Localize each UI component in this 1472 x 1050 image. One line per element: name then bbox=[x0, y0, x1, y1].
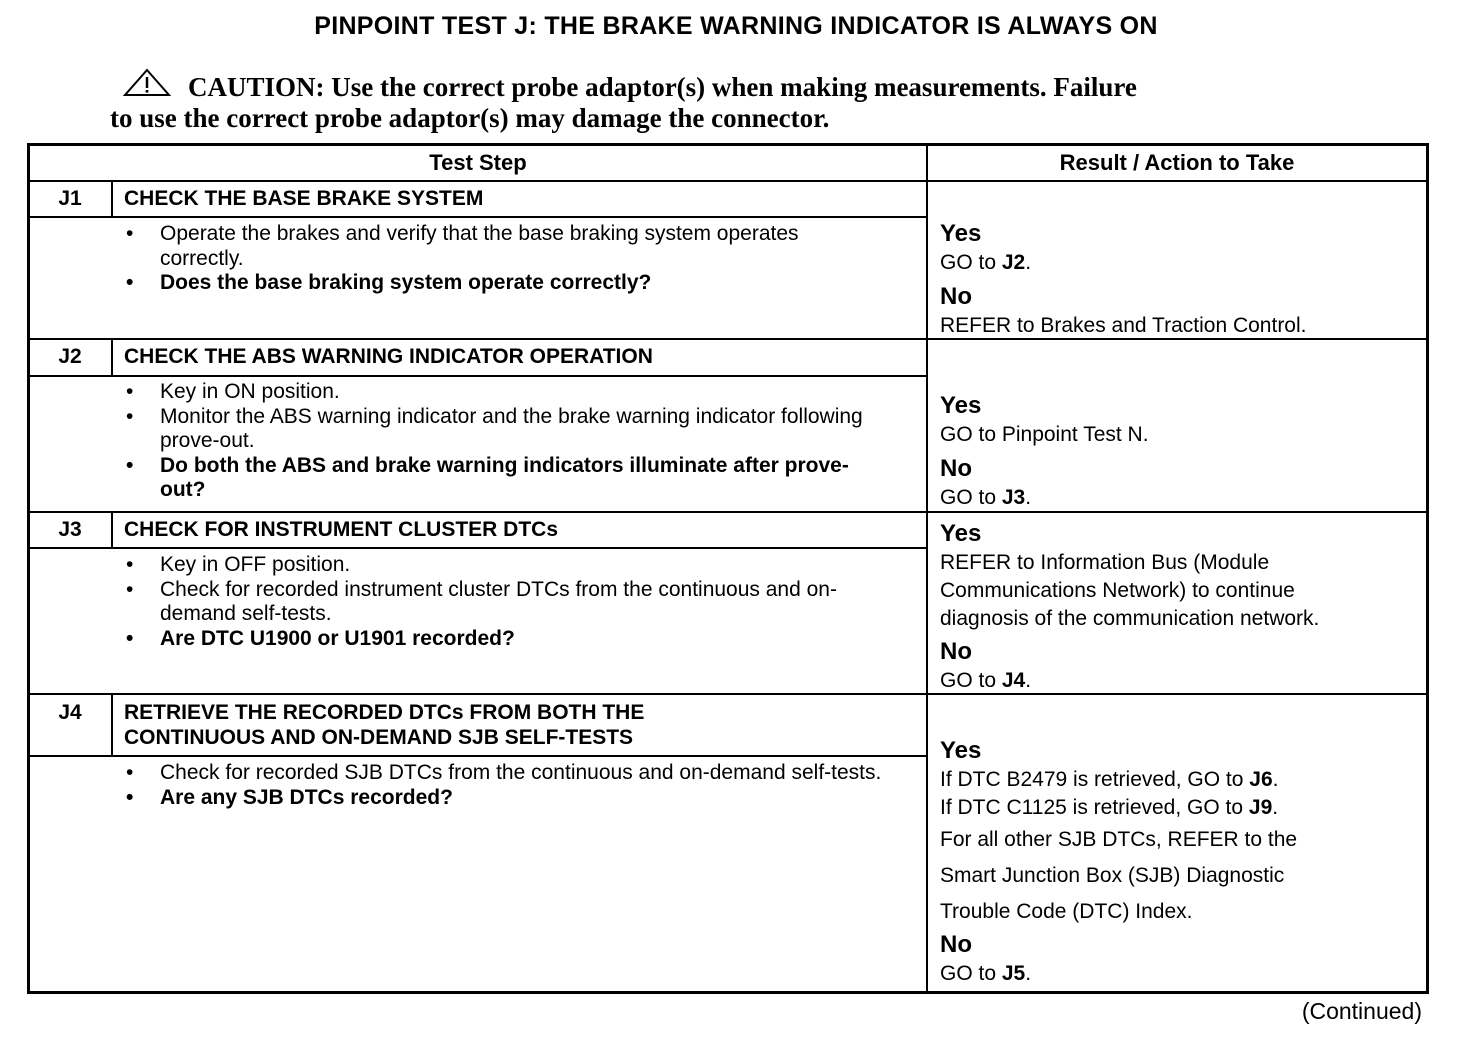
id-divider bbox=[111, 339, 113, 376]
step-title: CHECK THE BASE BRAKE SYSTEM bbox=[124, 187, 484, 210]
step-id: J2 bbox=[58, 345, 82, 368]
list-item: • Do both the ABS and brake warning indicators illuminate after prove-out? bbox=[124, 454, 884, 503]
title-rule bbox=[30, 755, 927, 757]
continued-note: (Continued) bbox=[1301, 998, 1422, 1024]
caution-line-1: CAUTION: Use the correct probe adaptor(s) when making measurements. Failure bbox=[188, 72, 1137, 102]
step-title: CHECK THE ABS WARNING INDICATOR OPERATION bbox=[124, 345, 653, 368]
no-action: GO to J4. bbox=[940, 669, 1032, 692]
header-rule bbox=[30, 180, 1426, 182]
yes-action-line: Communications Network) to continue bbox=[940, 579, 1295, 602]
list-item: • Key in OFF position. bbox=[124, 553, 884, 578]
yes-action-line: Trouble Code (DTC) Index. bbox=[940, 900, 1193, 923]
title-rule bbox=[30, 375, 927, 377]
no-label: No bbox=[940, 638, 972, 665]
no-label: No bbox=[940, 455, 972, 482]
warning-triangle-icon bbox=[122, 68, 172, 98]
result-block bbox=[940, 391, 1420, 512]
no-action: REFER to Brakes and Traction Control. bbox=[940, 314, 1307, 337]
step-bullets bbox=[124, 761, 884, 810]
result-block bbox=[940, 219, 1420, 340]
column-divider bbox=[926, 146, 928, 991]
header-test-step: Test Step bbox=[429, 150, 527, 175]
step-title: RETRIEVE THE RECORDED DTCs FROM BOTH THE CONTINUOUS AND ON-DEMAND SJB SELF-TESTS bbox=[124, 701, 645, 749]
no-label: No bbox=[940, 283, 972, 310]
step-bullets bbox=[124, 380, 884, 503]
yes-action-line: REFER to Information Bus (Module bbox=[940, 551, 1270, 574]
list-item: • Monitor the ABS warning indicator and the brake warning indicator following prove-out. bbox=[124, 405, 884, 454]
yes-label: Yes bbox=[940, 392, 982, 419]
yes-action-line: For all other SJB DTCs, REFER to the bbox=[940, 828, 1298, 851]
header-result: Result / Action to Take bbox=[1059, 150, 1295, 175]
result-block bbox=[940, 736, 1420, 988]
list-item: • Operate the brakes and verify that the base braking system operates correctly. bbox=[124, 222, 884, 271]
step-bullets bbox=[124, 222, 884, 296]
list-item: • Are DTC U1900 or U1901 recorded? bbox=[124, 627, 884, 652]
id-divider bbox=[111, 695, 113, 756]
result-block bbox=[940, 519, 1420, 695]
step-id: J4 bbox=[58, 701, 82, 724]
id-divider bbox=[111, 181, 113, 218]
list-item: • Are any SJB DTCs recorded? bbox=[124, 786, 884, 811]
yes-label: Yes bbox=[940, 220, 982, 247]
caution-line-2: to use the correct probe adaptor(s) may damage the connector. bbox=[110, 103, 830, 133]
pinpoint-test-table bbox=[27, 143, 1429, 994]
yes-action-line: Smart Junction Box (SJB) Diagnostic bbox=[940, 864, 1285, 887]
list-item: • Does the base braking system operate correctly? bbox=[124, 271, 884, 296]
caution-note bbox=[110, 68, 1330, 134]
no-label: No bbox=[940, 931, 972, 958]
page-title: PINPOINT TEST J: THE BRAKE WARNING INDICATOR IS ALWAYS ON bbox=[314, 12, 1158, 40]
yes-label: Yes bbox=[940, 737, 982, 764]
yes-action-line: diagnosis of the communication network. bbox=[940, 607, 1320, 630]
yes-action-line: If DTC B2479 is retrieved, GO to J6. bbox=[940, 768, 1279, 791]
step-title: CHECK FOR INSTRUMENT CLUSTER DTCs bbox=[124, 518, 558, 541]
step-bullets bbox=[124, 553, 884, 651]
list-item: • Key in ON position. bbox=[124, 380, 884, 405]
yes-action: GO to Pinpoint Test N. bbox=[940, 423, 1149, 446]
id-divider bbox=[111, 512, 113, 549]
list-item: • Check for recorded SJB DTCs from the continuous and on-demand self-tests. bbox=[124, 761, 884, 786]
step-id: J3 bbox=[58, 518, 82, 541]
yes-label: Yes bbox=[940, 520, 982, 547]
yes-action-line: If DTC C1125 is retrieved, GO to J9. bbox=[940, 796, 1279, 819]
step-id: J1 bbox=[58, 187, 82, 210]
list-item: • Check for recorded instrument cluster DTCs from the continuous and on-demand self-tests. bbox=[124, 578, 884, 627]
no-action: GO to J5. bbox=[940, 962, 1032, 985]
title-rule bbox=[30, 216, 927, 218]
no-action: GO to J3. bbox=[940, 486, 1032, 509]
title-rule bbox=[30, 547, 927, 549]
yes-action: GO to J2. bbox=[940, 251, 1032, 274]
